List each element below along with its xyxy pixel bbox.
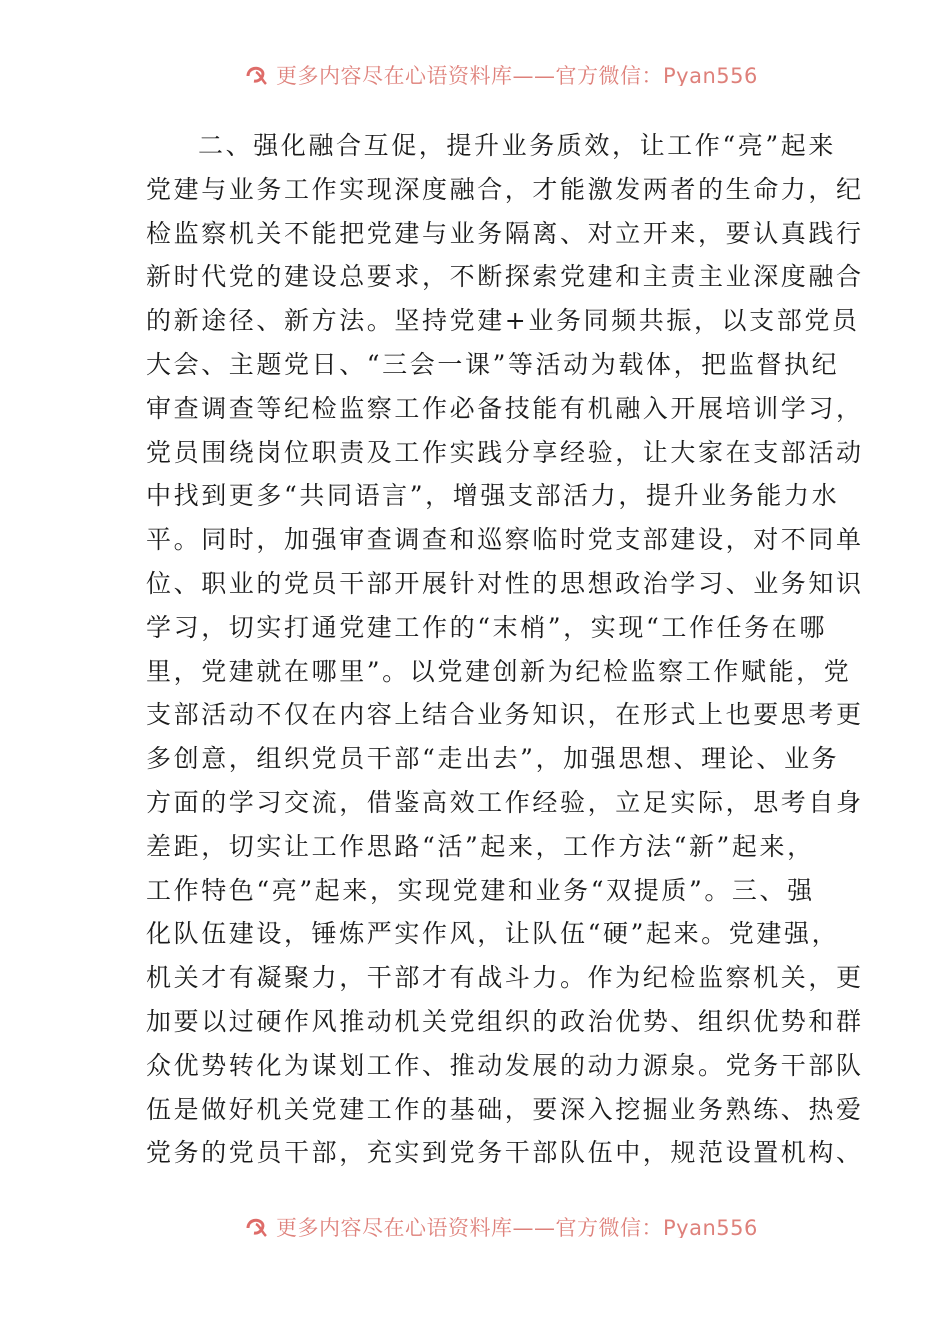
header-watermark [0,54,950,86]
paragraph-line: 审查调查等纪检监察工作必备技能有机融入开展培训学习， [146,393,864,423]
paragraph-line: 党员围绕岗位职责及工作实践分享经验，让大家在支部活动 [146,437,864,467]
paragraph-line: 支部活动不仅在内容上结合业务知识，在形式上也要思考更 [146,700,864,730]
paragraph-line: 化队伍建设，锤炼严实作风，让队伍“硬”起来。党建强， [146,919,840,949]
footer-watermark [0,1206,950,1238]
paragraph-line: 方面的学习交流，借鉴高效工作经验，立足实际，思考自身 [146,787,864,817]
paragraph-line: 检监察机关不能把党建与业务隔离、对立开来，要认真践行 [146,218,864,248]
paragraph-line: 党务的党员干部，充实到党务干部队伍中，规范设置机构、 [146,1138,864,1168]
paragraph-line: 多创意，组织党员干部“走出去”，加强思想、理论、业务 [146,744,840,774]
section-heading-line: 二、强化融合互促，提升业务质效，让工作“亮”起来 [198,131,836,160]
paragraph-line: 新时代党的建设总要求，不断探索党建和主责主业深度融合 [146,262,864,292]
watermark-text: 更多内容尽在心语资料库——官方微信：Pyan556 [276,1216,758,1238]
paragraph-line: 里，党建就在哪里”。以党建创新为纪检监察工作赋能，党 [146,656,852,686]
paragraph-line: 学习，切实打通党建工作的“末梢”，实现“工作任务在哪 [146,612,827,642]
paragraph-line: 党建与业务工作实现深度融合，才能激发两者的生命力，纪 [146,174,864,204]
paragraph-line: 差距，切实让工作思路“活”起来，工作方法“新”起来， [146,831,815,861]
document-body [146,124,864,1175]
paragraph-line: 伍是做好机关党建工作的基础，要深入挖掘业务熟练、热爱 [146,1094,864,1124]
paragraph-line: 中找到更多“共同语言”，增强支部活力，提升业务能力水 [146,481,840,511]
watermark-text: 更多内容尽在心语资料库——官方微信：Pyan556 [276,64,758,86]
brand-logo-icon [244,62,270,86]
paragraph-line: 大会、主题党日、“三会一课”等活动为载体，把监督执纪 [146,349,840,379]
paragraph-line: 的新途径、新方法。坚持党建+业务同频共振，以支部党员 [146,306,860,336]
paragraph-line: 平。同时，加强审查调查和巡察临时党支部建设，对不同单 [146,525,864,555]
paragraph-line: 机关才有凝聚力，干部才有战斗力。作为纪检监察机关，更 [146,963,864,993]
paragraph-line: 众优势转化为谋划工作、推动发展的动力源泉。党务干部队 [146,1050,864,1080]
brand-logo-icon [244,1214,270,1238]
paragraph-line: 工作特色“亮”起来，实现党建和业务“双提质”。三、强 [146,875,815,905]
paragraph-line: 加要以过硬作风推动机关党组织的政治优势、组织优势和群 [146,1006,864,1036]
paragraph-line: 位、职业的党员干部开展针对性的思想政治学习、业务知识 [146,568,864,598]
